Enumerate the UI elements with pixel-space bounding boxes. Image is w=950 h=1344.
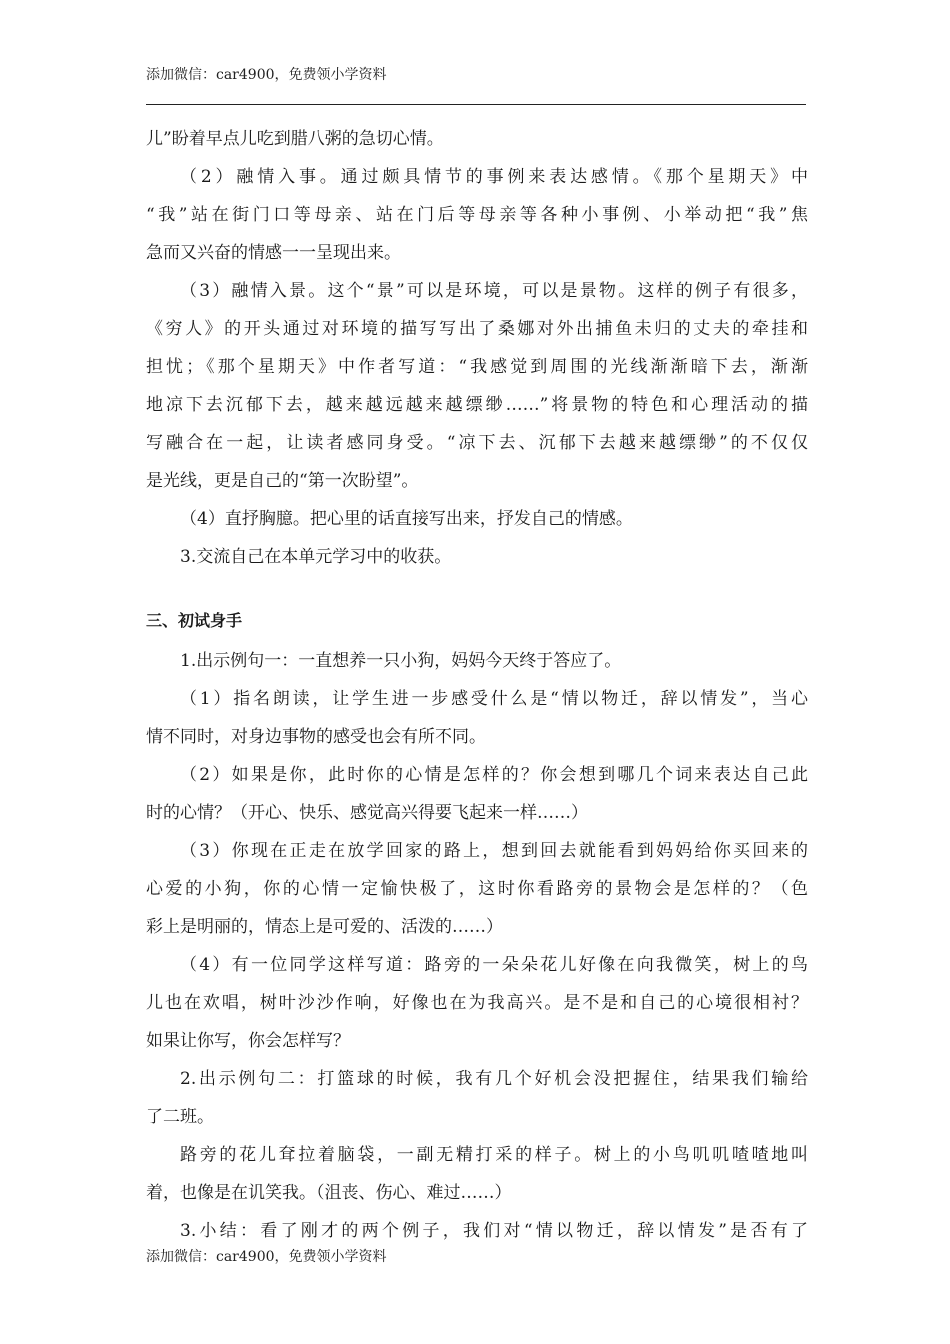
paragraph-line: 3.交流自己在本单元学习中的收获。 bbox=[180, 547, 452, 567]
paragraph-line: （3）你现在正走在放学回家的路上，想到回去就能看到妈妈给你买回来的 bbox=[180, 841, 808, 861]
paragraph-line: 儿”盼着早点儿吃到腊八粥的急切心情。 bbox=[146, 129, 444, 149]
paragraph-line: （1）指名朗读，让学生进一步感受什么是“情以物迁，辞以情发”，当心 bbox=[180, 689, 808, 709]
paragraph-line: 2.出示例句二：打篮球的时候，我有几个好机会没把握住，结果我们输给 bbox=[180, 1069, 808, 1089]
paragraph-line: 儿也在欢唱，树叶沙沙作响，好像也在为我高兴。是不是和自己的心境很相衬？ bbox=[146, 993, 808, 1013]
paragraph-line: （2）融情入事。通过颇具情节的事例来表达感情。《那个星期天》中 bbox=[180, 167, 808, 187]
paragraph-line: 地凉下去沉郁下去，越来越远越来越缥缈……”将景物的特色和心理活动的描 bbox=[146, 395, 808, 415]
paragraph-line: 心爱的小狗，你的心情一定愉快极了，这时你看路旁的景物会是怎样的？（色 bbox=[146, 879, 808, 899]
paragraph-line: （4）有一位同学这样写道：路旁的一朵朵花儿好像在向我微笑，树上的鸟 bbox=[180, 955, 808, 975]
paragraph-line: 1.出示例句一：一直想养一只小狗，妈妈今天终于答应了。 bbox=[180, 651, 622, 671]
paragraph-line: 着，也像是在讥笑我。（沮丧、伤心、难过……） bbox=[146, 1183, 512, 1203]
paragraph-line: “我”站在街门口等母亲、站在门后等母亲等各种小事例、小举动把“我”焦 bbox=[146, 205, 808, 225]
paragraph-line: （3）融情入景。这个“景”可以是环境，可以是景物。这样的例子有很多， bbox=[180, 281, 808, 301]
paragraph-line: 写融合在一起，让读者感同身受。“凉下去、沉郁下去越来越缥缈”的不仅仅 bbox=[146, 433, 808, 453]
page-header: 添加微信：car4900，免费领小学资料 bbox=[146, 67, 387, 83]
paragraph-line: （2）如果是你，此时你的心情是怎样的？你会想到哪几个词来表达自己此 bbox=[180, 765, 808, 785]
paragraph-line: 是光线，更是自己的“第一次盼望”。 bbox=[146, 471, 419, 491]
paragraph-line: 担忧；《那个星期天》中作者写道：“我感觉到周围的光线渐渐暗下去，渐渐 bbox=[146, 357, 808, 377]
paragraph-line: 如果让你写，你会怎样写？ bbox=[146, 1031, 350, 1051]
paragraph-line: 《穷人》的开头通过对环境的描写写出了桑娜对外出捕鱼未归的丈夫的牵挂和 bbox=[146, 319, 808, 339]
paragraph-line: 了二班。 bbox=[146, 1107, 214, 1127]
paragraph-line: 情不同时，对身边事物的感受也会有所不同。 bbox=[146, 727, 486, 747]
page-footer: 添加微信：car4900，免费领小学资料 bbox=[146, 1249, 387, 1265]
paragraph-line: 急而又兴奋的情感一一呈现出来。 bbox=[146, 243, 401, 263]
paragraph-line: 彩上是明丽的，情态上是可爱的、活泼的……） bbox=[146, 917, 503, 937]
section-heading: 三、初试身手 bbox=[146, 611, 243, 630]
paragraph-line: （4）直抒胸臆。把心里的话直接写出来，抒发自己的情感。 bbox=[180, 509, 633, 529]
header-divider bbox=[146, 104, 806, 105]
paragraph-line: 路旁的花儿耷拉着脑袋，一副无精打采的样子。树上的小鸟叽叽喳喳地叫 bbox=[180, 1145, 808, 1165]
paragraph-line: 3.小结：看了刚才的两个例子，我们对“情以物迁，辞以情发”是否有了 bbox=[180, 1221, 808, 1241]
paragraph-line: 时的心情？（开心、快乐、感觉高兴得要飞起来一样……） bbox=[146, 803, 588, 823]
